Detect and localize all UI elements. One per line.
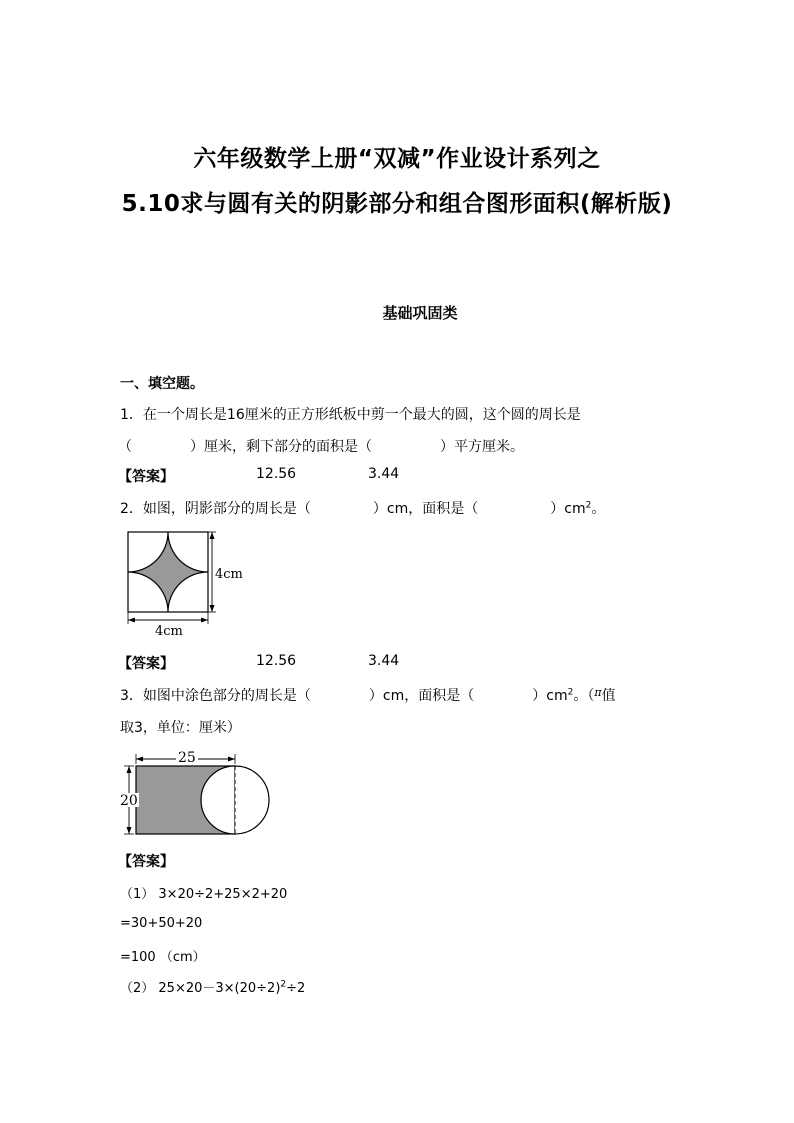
answer-label: 【答案】 <box>118 854 174 870</box>
question-1-text-cont: ）厘米，剩下部分的面积是（ <box>190 439 372 455</box>
question-2-text: 2．如图，阴影部分的周长是（ ）cm，面积是（ ）$cm^2$。 <box>120 500 606 517</box>
answer-value: 12.56 <box>256 653 297 669</box>
question-1-text: 1．在一个周长是16厘米的正方形纸板中剪一个最大的圆，这个圆的周长是 <box>120 407 581 423</box>
solution-step-1: （1） 3×20÷2+25×2+20 <box>120 887 288 902</box>
section-title: 基础巩固类 <box>382 304 458 322</box>
question-3-text: 3．如图中涂色部分的周长是（ ）cm，面积是（ ）$cm^2$。（$^\pi$值 <box>120 686 616 704</box>
figure-rectangle-semicircle <box>118 748 278 840</box>
question-3-text-line2: 取3，单位：厘米） <box>120 720 241 736</box>
answer-value: 3.44 <box>368 653 400 669</box>
solution-step-3: =100 （cm） <box>120 950 206 965</box>
answer-label: 【答案】 <box>118 469 174 485</box>
document-title-line2: 5.10求与圆有关的阴影部分和组合图形面积(解析版) <box>121 191 673 217</box>
width-label: 25 <box>178 750 196 766</box>
question-1-text-end: ）平方厘米。 <box>440 439 524 455</box>
solution-step-4: （2） $25\times 20-3\times(20\div 2)^2\div 2$ <box>120 979 306 996</box>
solution-step-2: =30+50+20 <box>120 916 203 931</box>
height-label: 4cm <box>215 567 243 582</box>
answer-value: 12.56 <box>256 466 297 482</box>
answer-value: 3.44 <box>368 466 400 482</box>
height-label: 20 <box>120 793 138 809</box>
document-title-line1: 六年级数学上册“双减”作业设计系列之 <box>193 146 601 172</box>
width-label: 4cm <box>155 624 183 639</box>
answer-label: 【答案】 <box>118 656 174 672</box>
figure-square-four-arcs <box>118 528 248 640</box>
part-heading: 一、填空题。 <box>120 376 204 392</box>
question-1-blank-open: （ <box>118 439 132 455</box>
outer-semicircle <box>235 766 269 834</box>
